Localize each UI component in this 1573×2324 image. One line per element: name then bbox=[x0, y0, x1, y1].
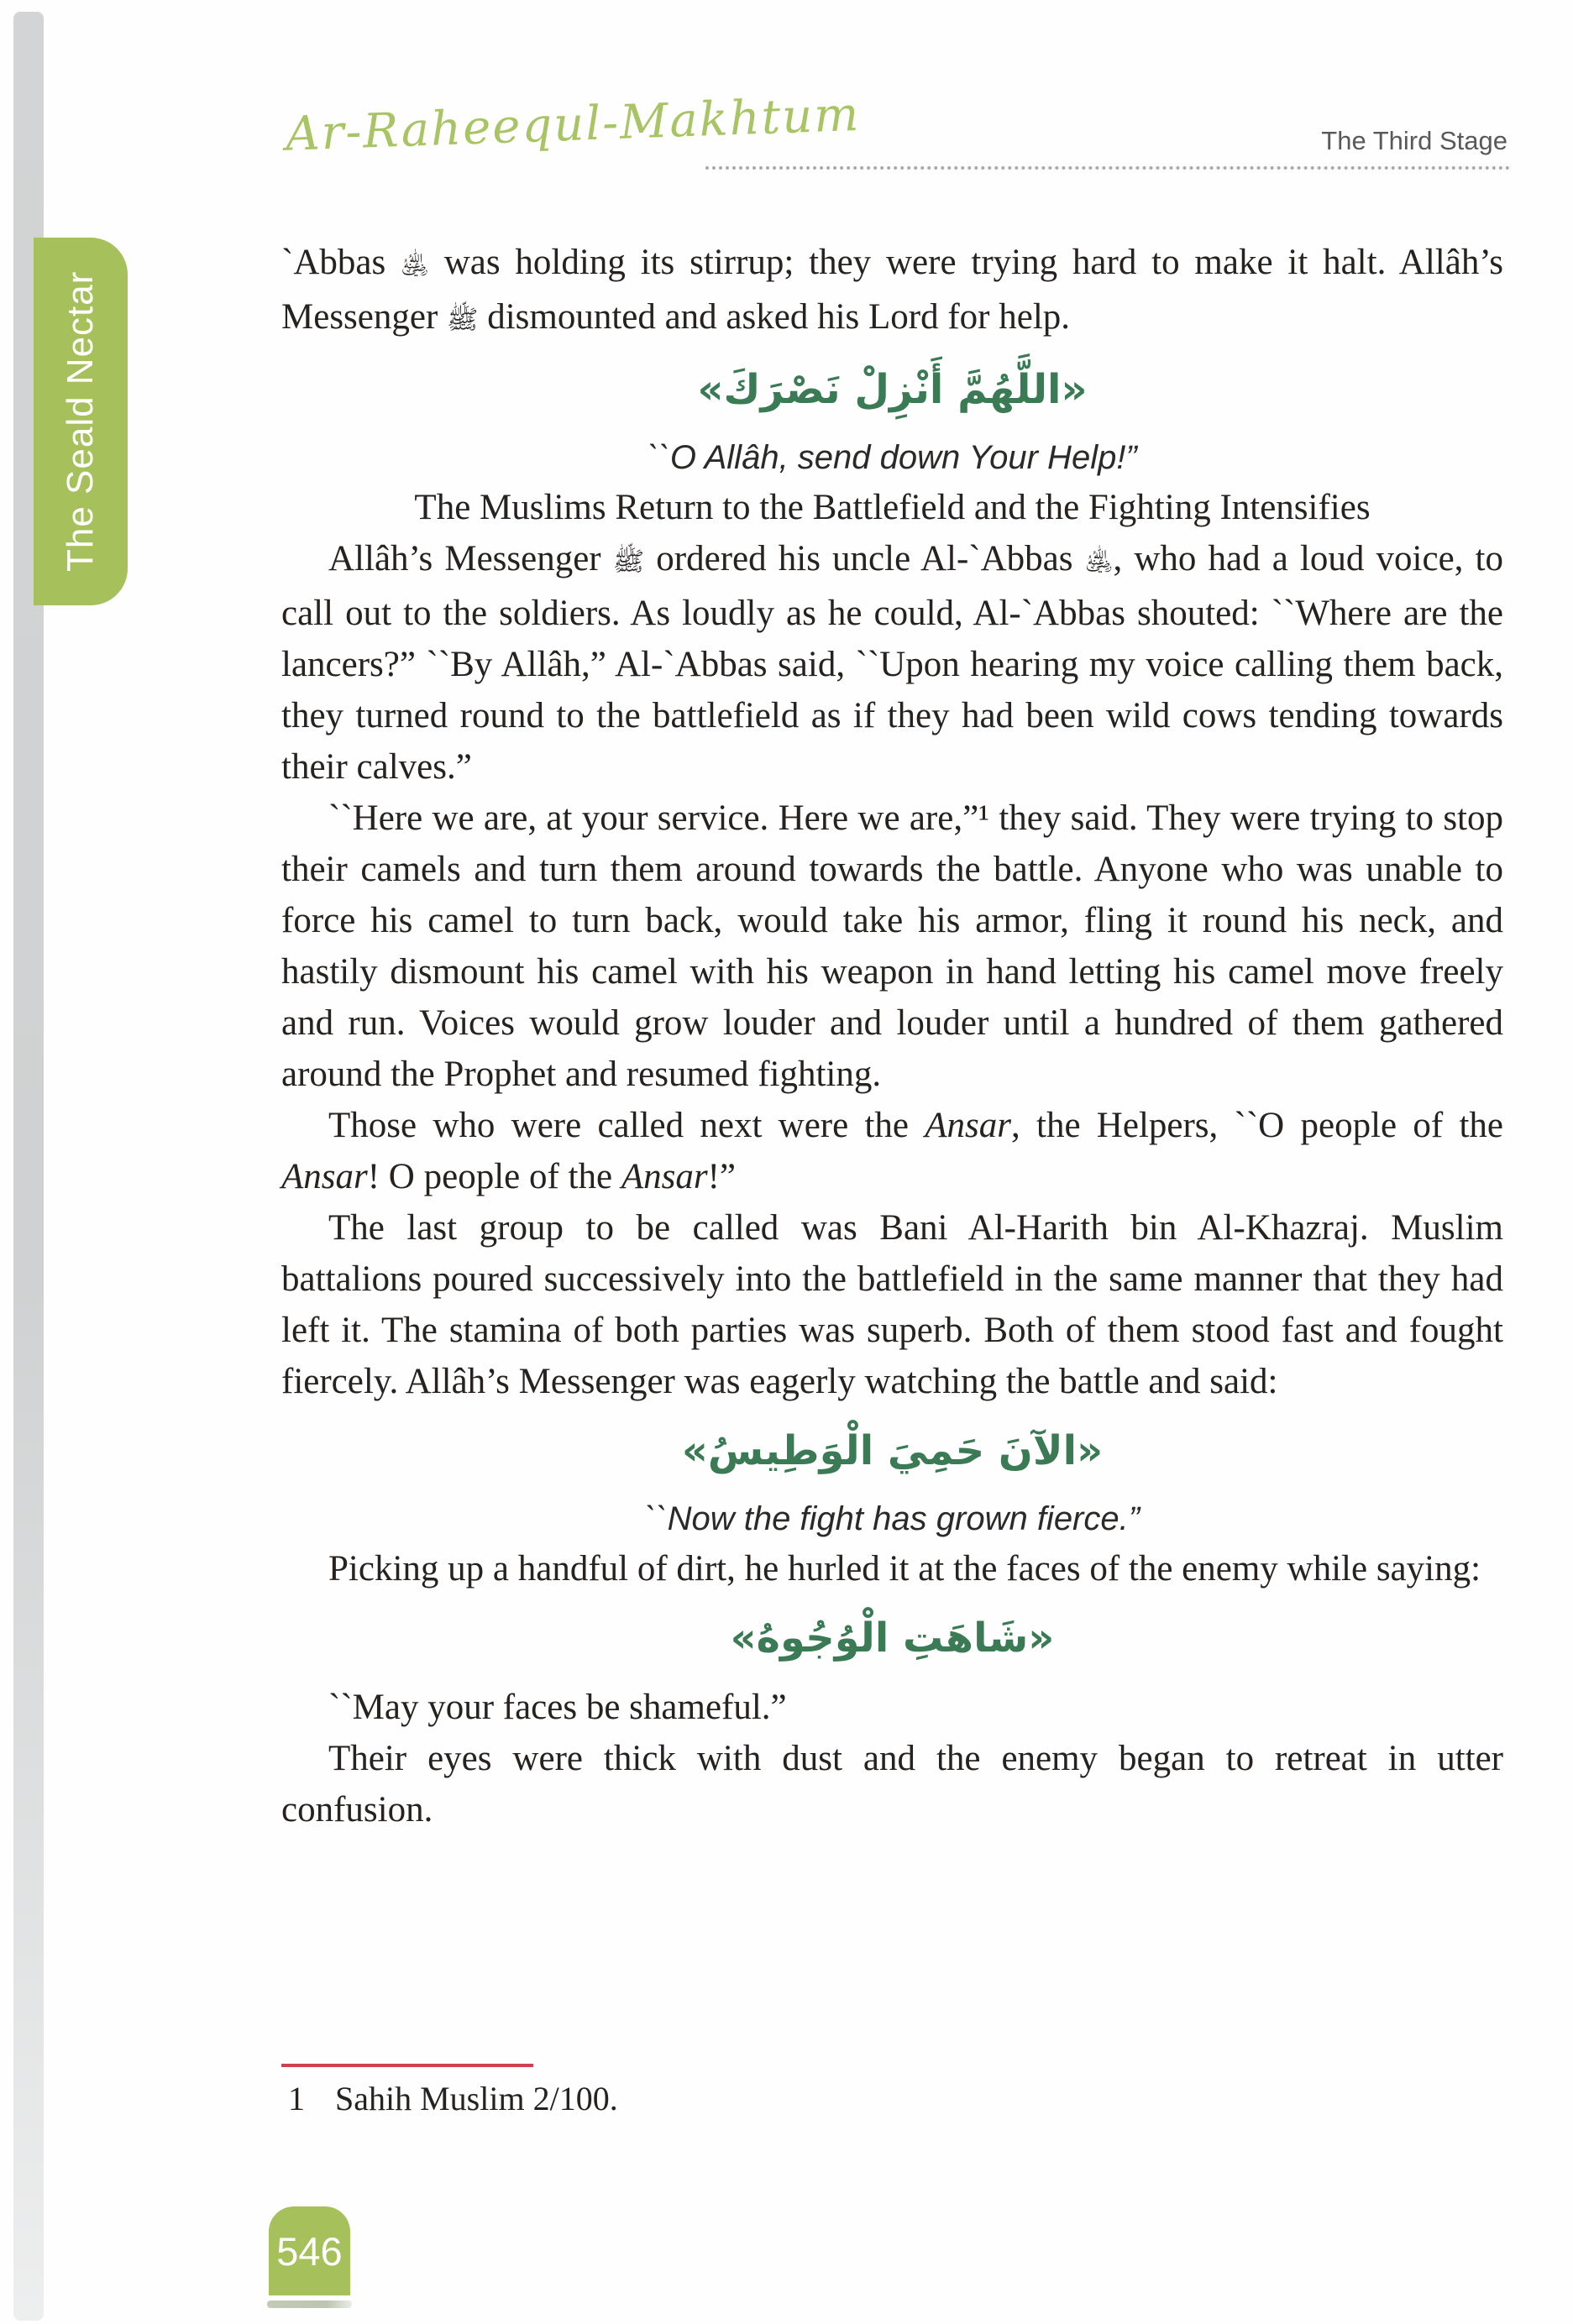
footnote bbox=[288, 2075, 618, 2122]
side-tab bbox=[34, 238, 128, 605]
arabic-quote-faces-shameful: «شَاهَتِ الْوُجُوهُ» bbox=[730, 1615, 1055, 1662]
paragraph-ansar: Those who were called next were the Ansar, the Helpers, ``O people of the Ansar! O people of the Ansar!” bbox=[281, 1106, 1503, 1196]
paragraph-enemy-retreat: Their eyes were thick with dust and the enemy began to retreat in utter confusion. bbox=[281, 1739, 1503, 1829]
paragraph-here-we-are: ``Here we are, at your service. Here we are,”¹ they said. They were trying to stop their camels and turn them around towards the battle. Anyone who was unable to force his camel to turn back, would take his armor, fling it round his neck, and hastily dismount his camel with his weapon in hand letting his camel move freely and run. Voices would grow louder and louder until a hundred of them gathered around the Prophet and resumed fighting. bbox=[281, 798, 1503, 1094]
book-title-script: Ar-Raheequl-Makhtum bbox=[285, 86, 862, 162]
page-number: 546 bbox=[276, 2228, 343, 2274]
arabic-quote-fight-fierce: «الآنَ حَمِيَ الْوَطِيسُ» bbox=[681, 1427, 1104, 1474]
section-heading: The Muslims Return to the Battlefield and the Fighting Intensifies bbox=[414, 488, 1371, 527]
translation-send-down-help: ``O Allâh, send down Your Help!” bbox=[648, 439, 1137, 476]
paragraph-abbas-call: Allâh’s Messenger ﷺ ordered his uncle Al-`Abbas ﵁, who had a loud voice, to call out to the soldiers. As loudly as he could, Al-`Abbas shouted: ``Where are the lancers?” ``By Allâh,” Al-`Abbas said, ``Upon hearing my voice calling them back, they turned round to the battlefield as if they had been wild cows tending towards their calves.” bbox=[281, 539, 1503, 787]
page-content bbox=[281, 237, 1503, 1835]
page-number-box bbox=[269, 2206, 350, 2295]
footnote-marker: 1 bbox=[288, 2080, 305, 2117]
side-tab-label: The Seald Nectar bbox=[60, 270, 101, 573]
paragraph-last-group: The last group to be called was Bani Al-Harith bin Al-Khazraj. Muslim battalions poured successively into the battlefield in the same manner that they had left it. The stamina of both parties was superb. Both of them stood fast and fought fiercely. Allâh’s Messenger was eagerly watching the battle and said: bbox=[281, 1208, 1503, 1401]
arabic-quote-send-down-help: «اللَّهُمَّ أَنْزِلْ نَصْرَكَ» bbox=[697, 366, 1088, 413]
page-number-shadow bbox=[267, 2300, 352, 2308]
translation-fight-fierce: ``Now the fight has grown fierce.” bbox=[644, 1500, 1140, 1537]
paragraph-abbas-stirrup: `Abbas ﵁ was holding its stirrup; they were trying hard to make it halt. Allâh’s Messenger ﷺ dismounted and asked his Lord for help. bbox=[281, 243, 1503, 337]
footnote-text: Sahih Muslim 2/100. bbox=[335, 2080, 618, 2117]
paragraph-faces-shameful: ``May your faces be shameful.” bbox=[328, 1688, 787, 1727]
footnote-rule bbox=[281, 2064, 533, 2067]
header-dotted-rule bbox=[705, 166, 1510, 170]
header-section-title: The Third Stage bbox=[1321, 126, 1507, 155]
paragraph-handful-of-dirt: Picking up a handful of dirt, he hurled it at the faces of the enemy while saying: bbox=[328, 1549, 1481, 1589]
